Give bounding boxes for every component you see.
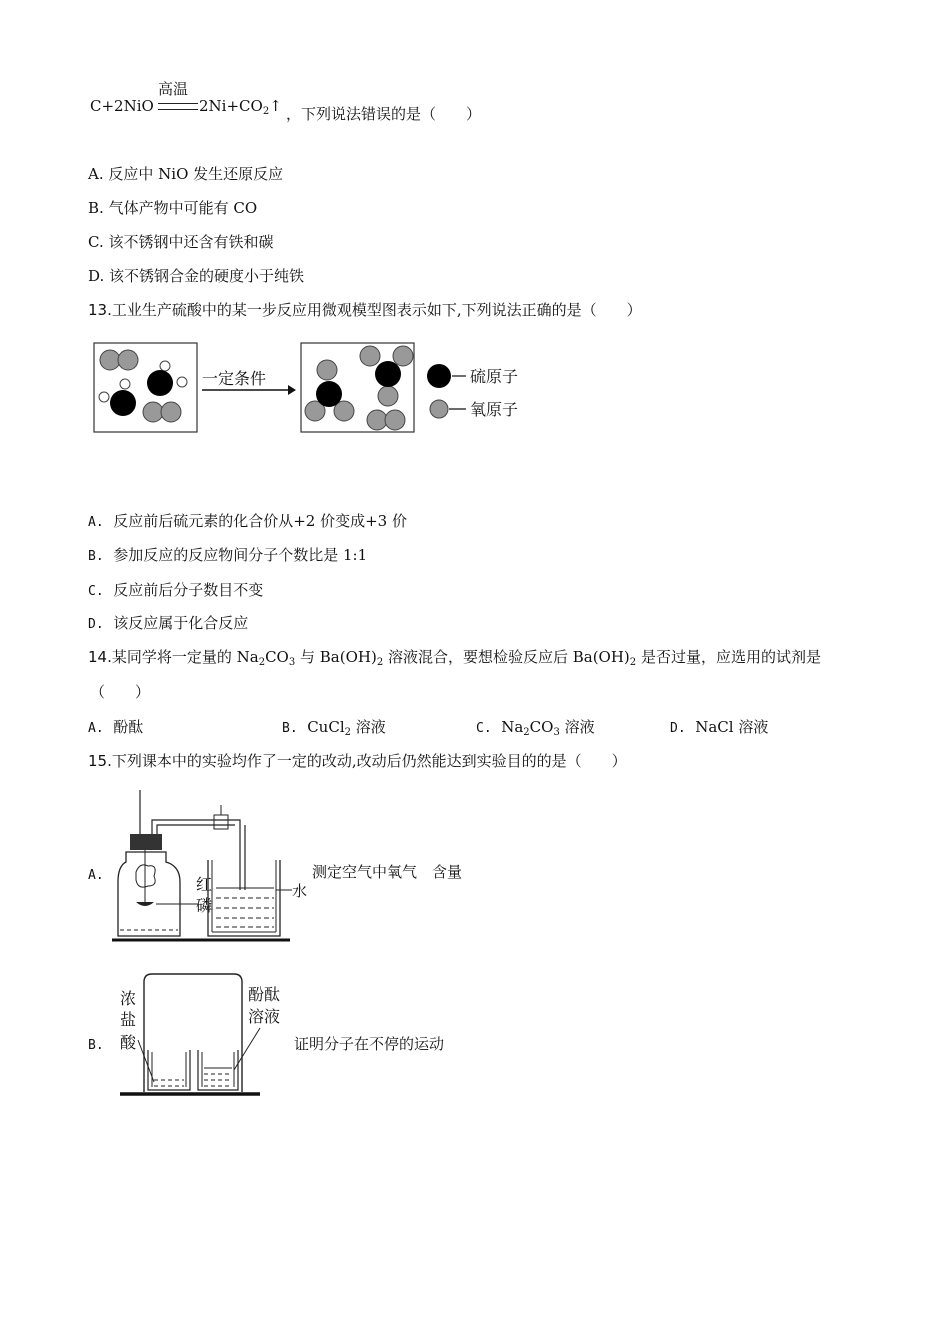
oxygen-small xyxy=(99,392,109,402)
flame-icon xyxy=(136,865,155,887)
q13-option-d: D. 该反应属于化合反应 xyxy=(88,614,249,632)
hcl-beaker xyxy=(148,1050,190,1090)
q13-option-c: C. 反应前后分子数目不变 xyxy=(88,581,264,599)
oxygen-atom xyxy=(143,402,163,422)
legend-oxygen-label: 氧原子 xyxy=(470,400,519,419)
q12-option-c: C. 该不锈钢中还含有铁和碳 xyxy=(88,233,274,251)
oxygen-small xyxy=(177,377,187,387)
oxygen-atom xyxy=(393,346,413,366)
legend-sulfur-icon xyxy=(427,364,451,388)
q13-molecule-diagram xyxy=(90,338,540,438)
equation-question: ，下列说法错误的是（ ） xyxy=(286,105,482,123)
q15-option-a-label: A. xyxy=(88,868,104,883)
q14-option-a: A. 酚酞 xyxy=(88,718,144,736)
q14-option-b: B. CuCl$_2$ 溶液 xyxy=(282,718,386,738)
q15-text: 下列课本中的实验均作了一定的改动,改动后仍然能达到实验目的的是（ ） xyxy=(111,752,627,770)
sulfur-atom xyxy=(316,381,342,407)
q13-option-b: B. 参加反应的反应物间分子个数比是 1:1 xyxy=(88,546,368,564)
equation-condition: 高温 xyxy=(158,80,189,98)
oxygen-atom xyxy=(360,346,380,366)
oxygen-small xyxy=(160,361,170,371)
q14-number: 14. xyxy=(88,648,112,666)
q15-option-b-label: B. xyxy=(88,1038,104,1053)
red-label: 红 xyxy=(196,875,213,894)
phosphorus-label: 磷 xyxy=(196,896,213,915)
gas-arrow: ↑ xyxy=(269,97,282,115)
equation-line xyxy=(90,96,154,116)
oxygen-atom xyxy=(385,410,405,430)
combustion-spoon xyxy=(136,902,154,906)
label-hcl: 盐 xyxy=(120,1010,137,1029)
q14-answer-paren: （ ） xyxy=(90,683,151,701)
q14-stem: 14.某同学将一定量的 $Na_2CO_3$ 与 $Ba(OH)_2$ 溶液混合，要想检验反应后 $Ba(OH)_2$ 是否过量，应选用的试剂是 xyxy=(88,648,821,668)
sulfur-atom xyxy=(110,390,136,416)
q12-option-b: B. 气体产物中可能有 CO xyxy=(88,199,258,217)
oxygen-content-apparatus xyxy=(110,790,310,945)
oxygen-atom xyxy=(100,350,120,370)
oxygen-atom xyxy=(161,402,181,422)
oxygen-small xyxy=(120,379,130,389)
q15-stem xyxy=(88,751,627,771)
water-label: 水 xyxy=(292,882,308,900)
oxygen-atom xyxy=(317,360,337,380)
label-solution: 溶液 xyxy=(248,1007,281,1026)
q15-number: 15. xyxy=(88,752,112,770)
q12-option-a: A. 反应中 NiO 发生还原反应 xyxy=(88,165,284,183)
q13-stem xyxy=(88,300,642,320)
clamp-icon xyxy=(214,815,228,829)
q13-text: 工业生产硫酸中的某一步反应用微观模型图表示如下,下列说法正确的是（ ） xyxy=(111,301,642,319)
q15-option-a-text: 测定空气中氧气 含量 xyxy=(312,863,463,881)
equation-subscript: 2 xyxy=(262,106,270,117)
equation-left: C+2NiO xyxy=(90,97,154,115)
equation-product: 2Ni+CO xyxy=(199,97,263,115)
q13-option-a: A. 反应前后硫元素的化合价从+2 价变成+3 价 xyxy=(88,512,407,530)
q14-option-d: D. NaCl 溶液 xyxy=(670,718,769,736)
label-conc: 浓 xyxy=(120,989,137,1008)
equals-sign xyxy=(158,103,198,110)
label-phenolphthalein: 酚酞 xyxy=(248,985,281,1004)
equation-right xyxy=(199,96,282,116)
rubber-stopper xyxy=(130,834,162,850)
condition-label: 一定条件 xyxy=(202,369,267,388)
sulfur-atom xyxy=(147,370,173,396)
q13-number: 13. xyxy=(88,301,112,319)
sulfur-atom xyxy=(375,361,401,387)
arrow-head xyxy=(288,385,296,395)
gas-jar xyxy=(118,852,180,936)
phenolphthalein-beaker xyxy=(198,1050,238,1090)
legend-oxygen-icon xyxy=(430,400,448,418)
molecular-motion-apparatus xyxy=(110,970,290,1098)
q15-option-b-text: 证明分子在不停的运动 xyxy=(294,1035,445,1053)
q14-option-c: C. $Na_2CO_3$ 溶液 xyxy=(476,718,595,738)
q12-option-d: D. 该不锈钢合金的硬度小于纯铁 xyxy=(88,267,305,285)
oxygen-atom xyxy=(378,386,398,406)
oxygen-atom xyxy=(118,350,138,370)
legend-sulfur-label: 硫原子 xyxy=(470,367,519,386)
label-acid: 酸 xyxy=(120,1033,137,1052)
oxygen-atom xyxy=(367,410,387,430)
